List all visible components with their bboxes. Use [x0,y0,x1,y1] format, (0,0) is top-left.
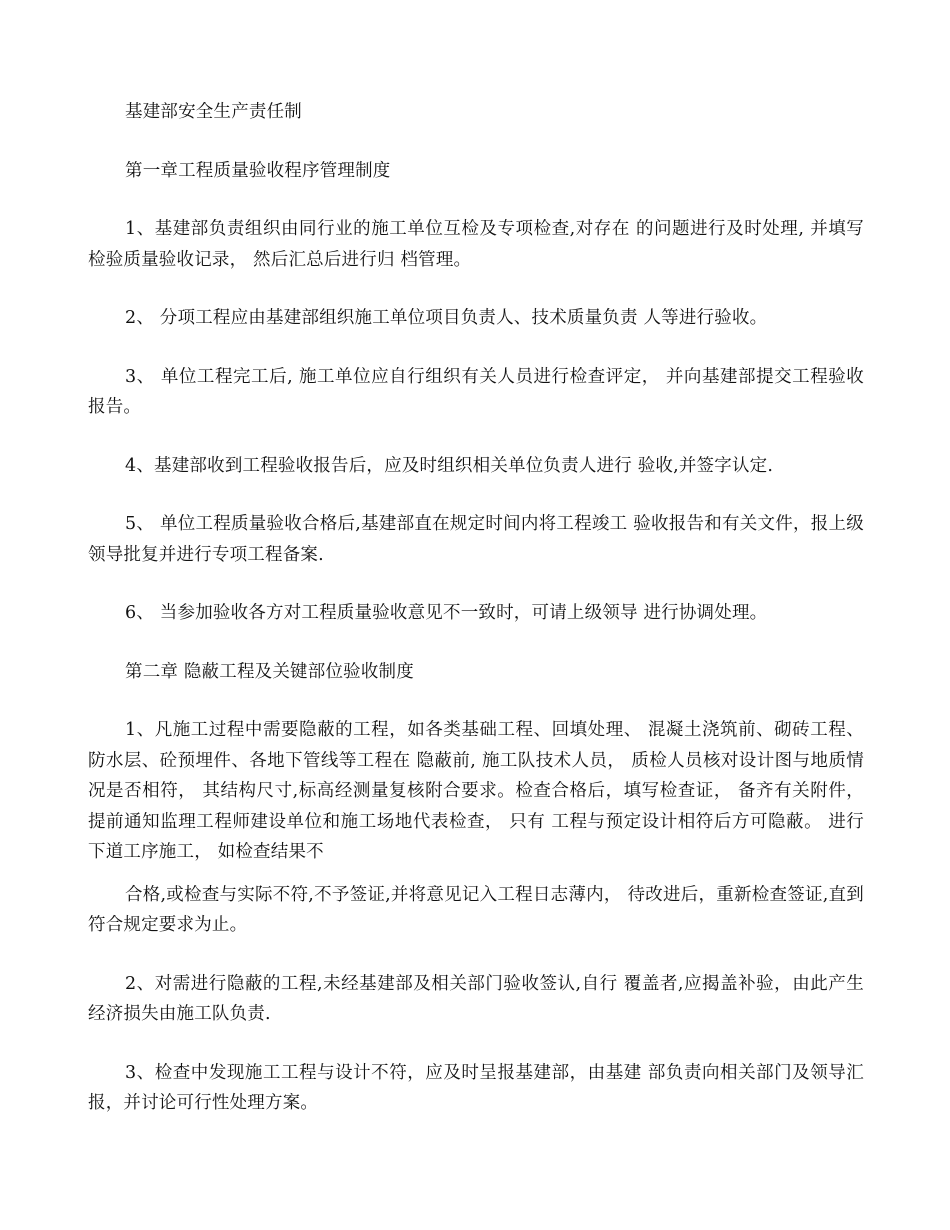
chapter-1-item: 2、 分项工程应由基建部组织施工单位项目负责人、技术质量负责 人等进行验收。 [125,308,768,328]
document-body [88,97,864,1147]
document-title: 基建部安全生产责任制 [125,102,302,122]
chapter-2-item: 3、检查中发现施工工程与设计不符，应及时呈报基建部，由基建 部负责向相关部门及领导汇报，并讨论可行性处理方案。 [88,1062,864,1113]
chapter-2-item: 1、凡施工过程中需要隐蔽的工程，如各类基础工程、回填处理、 混凝土浇筑前、砌砖工程、防水层、砼预埋件、各地下管线等工程在 隐蔽前, 施工队技术人员， 质检人员核对设计图与地质情况是否相符， 其结构尺寸,标高经测量复核附合要求。检查合格后，填写检查证， 备齐有关附件， 提前通知监理工程师建设单位和施工场地代表检查， 只有 工程与预定设计相符后方可隐蔽。 进行下道工序施工， 如检查结果不 [88,720,864,862]
chapter-1-item: 4、基建部收到工程验收报告后，应及时组织相关单位负责人进行 验收,并签字认定. [125,455,774,476]
chapter-2-item: 2、对需进行隐蔽的工程,未经基建部及相关部门验收签认,自行 覆盖者,应揭盖补验，由此产生经济损失由施工队负责. [88,973,864,1024]
chapter-1-item: 1、基建部负责组织由同行业的施工单位互检及专项检查,对存在 的问题进行及时处理, 并填写检验质量验收记录， 然后汇总后进行归 档管理。 [88,219,864,270]
chapter-1-heading: 第一章工程质量验收程序管理制度 [125,160,391,181]
chapter-2-heading: 第二章 隐蔽工程及关键部位验收制度 [125,661,414,682]
chapter-1-item: 6、 当参加验收各方对工程质量验收意见不一致时，可请上级领导 进行协调处理。 [125,603,768,623]
chapter-1-item: 3、 单位工程完工后, 施工单位应自行组织有关人员进行检查评定， 并向基建部提交工程验收报告。 [88,366,864,417]
chapter-1-item: 5、 单位工程质量验收合格后,基建部直在规定时间内将工程竣工 验收报告和有关文件，报上级领导批复并进行专项工程备案. [88,514,864,565]
chapter-2-item-continued: 合格,或检查与实际不符,不予签证,并将意见记入工程日志薄内， 待改进后，重新检查签证,直到符合规定要求为止。 [88,884,864,935]
